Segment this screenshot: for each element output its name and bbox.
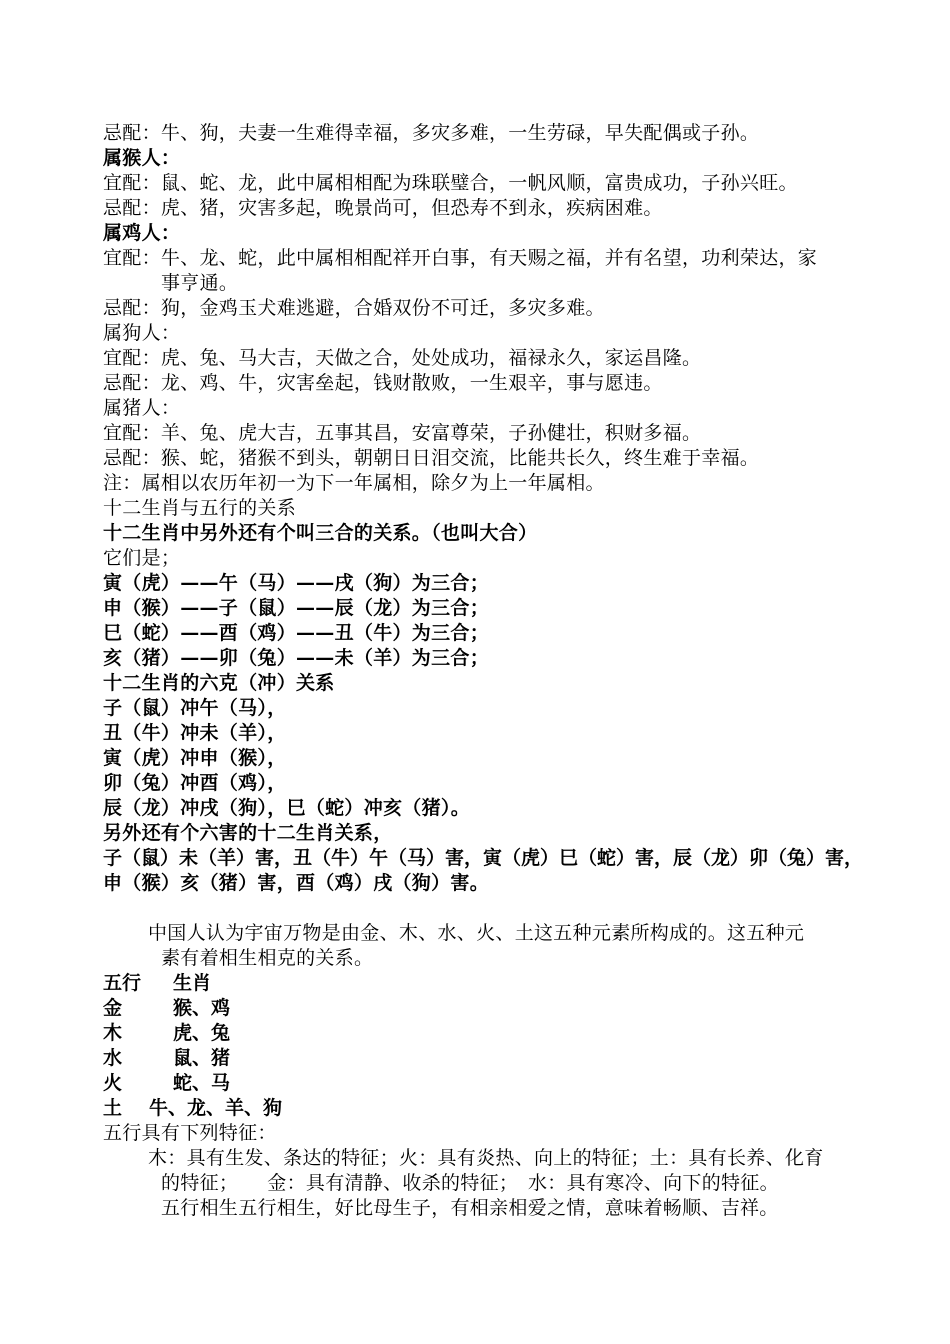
text-line: 它们是； xyxy=(103,547,181,569)
features-line: 木：具有生发、条达的特征；火：具有炎热、向上的特征；土：具有长养、化育 xyxy=(148,1147,824,1169)
sanhe-line: 亥（猪）——卯（兔）——未（羊）为三合； xyxy=(103,647,490,669)
wuxing-element: 木 xyxy=(103,1022,123,1044)
liuhai-line: 子（鼠）未（羊）害，丑（牛）午（马）害，寅（虎）巳（蛇）害，辰（龙）卯（兔）害， xyxy=(103,847,864,869)
wuxing-zodiac: 虎、兔 xyxy=(173,1022,231,1044)
wuxing-header-zodiac: 生肖 xyxy=(173,972,212,994)
intro-paragraph-line: 中国人认为宇宙万物是由金、木、水、火、土这五种元素所构成的。这五种元 xyxy=(148,922,805,944)
text-line: 忌配：虎、猪，灾害多起，晚景尚可，但恐寿不到永，疾病困难。 xyxy=(103,197,663,219)
liuchong-line: 卯（兔）冲酉（鸡）， xyxy=(103,772,287,794)
wuxing-table-row xyxy=(103,996,868,1021)
wuxing-table-row xyxy=(103,1071,868,1096)
text-line: 忌配：牛、狗，夫妻一生难得幸福，多灾多难，一生劳碌，早失配偶或子孙。 xyxy=(103,122,760,144)
sanhe-line: 申（猴）——子（鼠）——辰（龙）为三合； xyxy=(103,597,490,619)
wuxing-element: 金 xyxy=(103,997,123,1019)
section-heading-rooster: 属鸡人： xyxy=(103,222,181,244)
text-line: 宜配：虎、兔、马大吉，天做之合，处处成功，福禄永久，家运昌隆。 xyxy=(103,347,702,369)
section-heading-pig: 属猪人： xyxy=(103,397,181,419)
wuxing-table-row xyxy=(103,1096,868,1121)
liuchong-line: 子（鼠）冲午（马）， xyxy=(103,697,287,719)
wuxing-header-element: 五行 xyxy=(103,972,142,994)
liuchong-line: 丑（牛）冲未（羊）， xyxy=(103,722,287,744)
sanhe-line: 巳（蛇）——酉（鸡）——丑（牛）为三合； xyxy=(103,622,490,644)
liuhai-line: 申（猴）亥（猪）害，酉（鸡）戌（狗）害。 xyxy=(103,872,490,894)
text-line: 宜配：羊、兔、虎大吉，五事其昌，安富尊荣，子孙健壮，积财多福。 xyxy=(103,422,702,444)
wuxing-element: 土 xyxy=(103,1097,123,1119)
features-line: 的特征； 金：具有清静、收杀的特征； 水：具有寒冷、向下的特征。 xyxy=(161,1172,779,1194)
note-line: 注：属相以农历年初一为下一年属相，除夕为上一年属相。 xyxy=(103,472,605,494)
section-title: 十二生肖与五行的关系 xyxy=(103,497,297,519)
blank-line xyxy=(103,896,868,921)
section-heading-sanhe: 十二生肖中另外还有个叫三合的关系。（也叫大合） xyxy=(103,522,538,544)
document-page xyxy=(103,121,868,1221)
liuchong-line: 辰（龙）冲戌（狗），巳（蛇）冲亥（猪）。 xyxy=(103,797,471,819)
features-title: 五行具有下列特征： xyxy=(103,1122,277,1144)
text-line: 忌配：狗，金鸡玉犬难逃避，合婚双份不可迁，多灾多难。 xyxy=(103,297,605,319)
features-line: 五行相生五行相生，好比母生子，有相亲相爱之情，意味着畅顺、吉祥。 xyxy=(161,1197,779,1219)
wuxing-zodiac: 鼠、猪 xyxy=(173,1047,231,1069)
wuxing-table-header xyxy=(103,971,868,996)
sanhe-line: 寅（虎）——午（马）——戌（狗）为三合； xyxy=(103,572,490,594)
text-line: 宜配：牛、龙、蛇，此中属相相配祥开白事，有天赐之福，并有名望，功利荣达，家 xyxy=(103,247,818,269)
section-heading-monkey: 属猴人： xyxy=(103,147,181,169)
wuxing-zodiac: 猴、鸡 xyxy=(173,997,231,1019)
wuxing-table-row xyxy=(103,1021,868,1046)
intro-paragraph-line: 素有着相生相克的关系。 xyxy=(161,947,374,969)
wuxing-element: 水 xyxy=(103,1047,123,1069)
section-heading-dog: 属狗人： xyxy=(103,322,181,344)
wuxing-table-row xyxy=(103,1046,868,1071)
wuxing-zodiac: 蛇、马 xyxy=(173,1072,231,1094)
text-line: 忌配：猴、蛇，猪猴不到头，朝朝日日泪交流，比能共长久，终生难于幸福。 xyxy=(103,447,760,469)
wuxing-zodiac: 牛、龙、羊、狗 xyxy=(149,1097,283,1119)
text-line-continuation: 事亨通。 xyxy=(161,272,239,294)
wuxing-element: 火 xyxy=(103,1072,123,1094)
text-line: 宜配：鼠、蛇、龙，此中属相相配为珠联璧合，一帆风顺，富贵成功，子孙兴旺。 xyxy=(103,172,798,194)
liuchong-line: 寅（虎）冲申（猴）， xyxy=(103,747,287,769)
section-heading-liuhai: 另外还有个六害的十二生肖关系， xyxy=(103,822,393,844)
text-line: 忌配：龙、鸡、牛，灾害垒起，钱财散败，一生艰辛，事与愿违。 xyxy=(103,372,663,394)
section-heading-liuchong: 十二生肖的六克（冲）关系 xyxy=(103,672,335,694)
